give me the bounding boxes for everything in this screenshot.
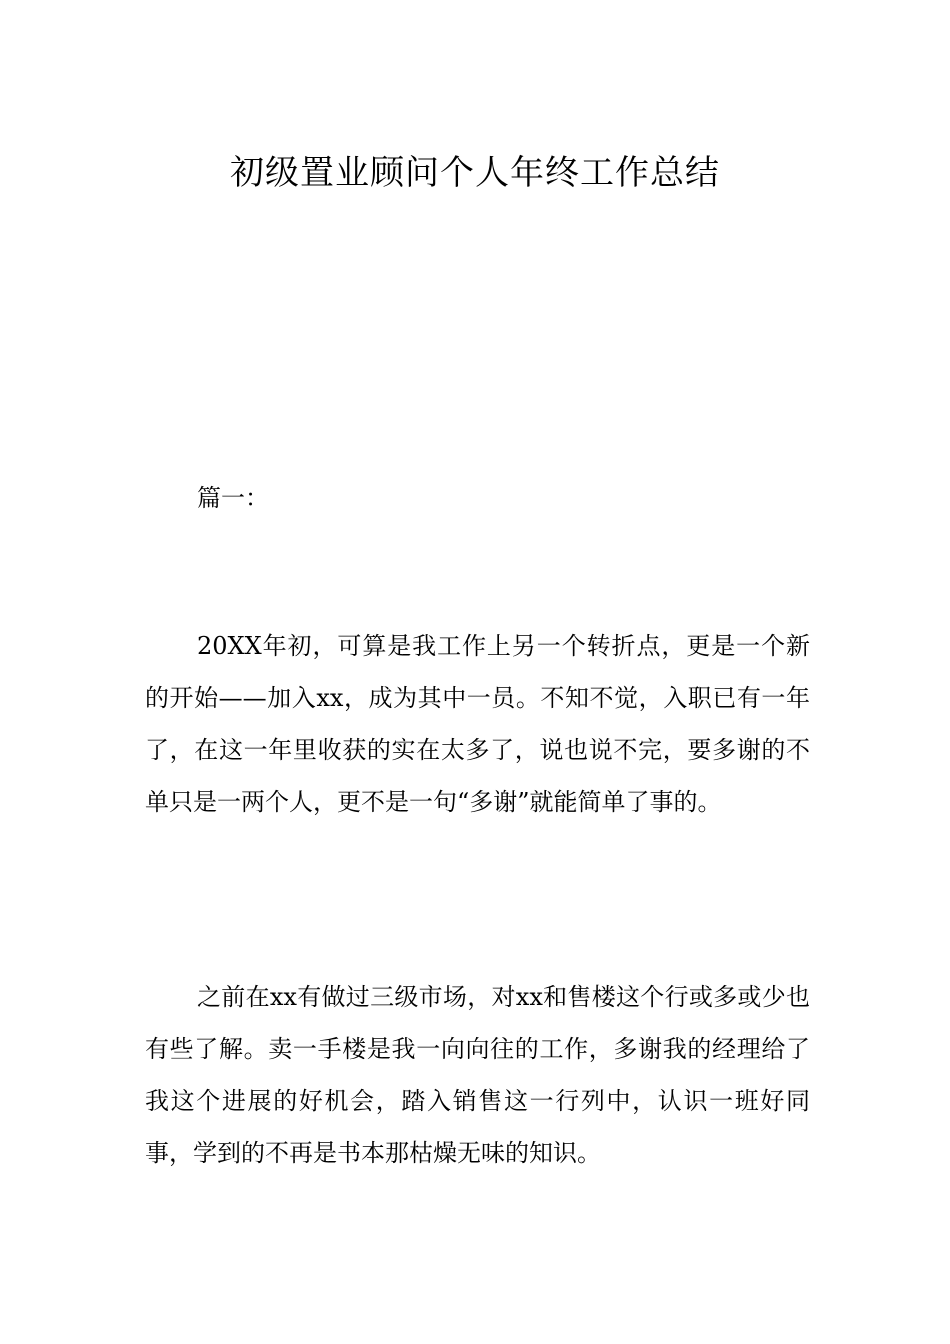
paragraph-2: 之前在xx有做过三级市场，对xx和售楼这个行或多或少也有些了解。卖一手楼是我一向向往的工作，多谢我的经理给了我这个进展的好机会，踏入销售这一行列中，认识一班好同事，学到的不再是书本那枯燥无味的知识。 — [145, 983, 810, 1167]
paragraph-1: 20XX年初，可算是我工作上另一个转折点，更是一个新的开始——加入xx，成为其中一员。不知不觉，入职已有一年了，在这一年里收获的实在太多了，说也说不完，要多谢的不单只是一两个人，更不是一句“多谢”就能简单了事的。 — [145, 632, 810, 816]
section-label: 篇一： — [197, 484, 269, 512]
document-title: 初级置业顾问个人年终工作总结 — [230, 152, 720, 193]
